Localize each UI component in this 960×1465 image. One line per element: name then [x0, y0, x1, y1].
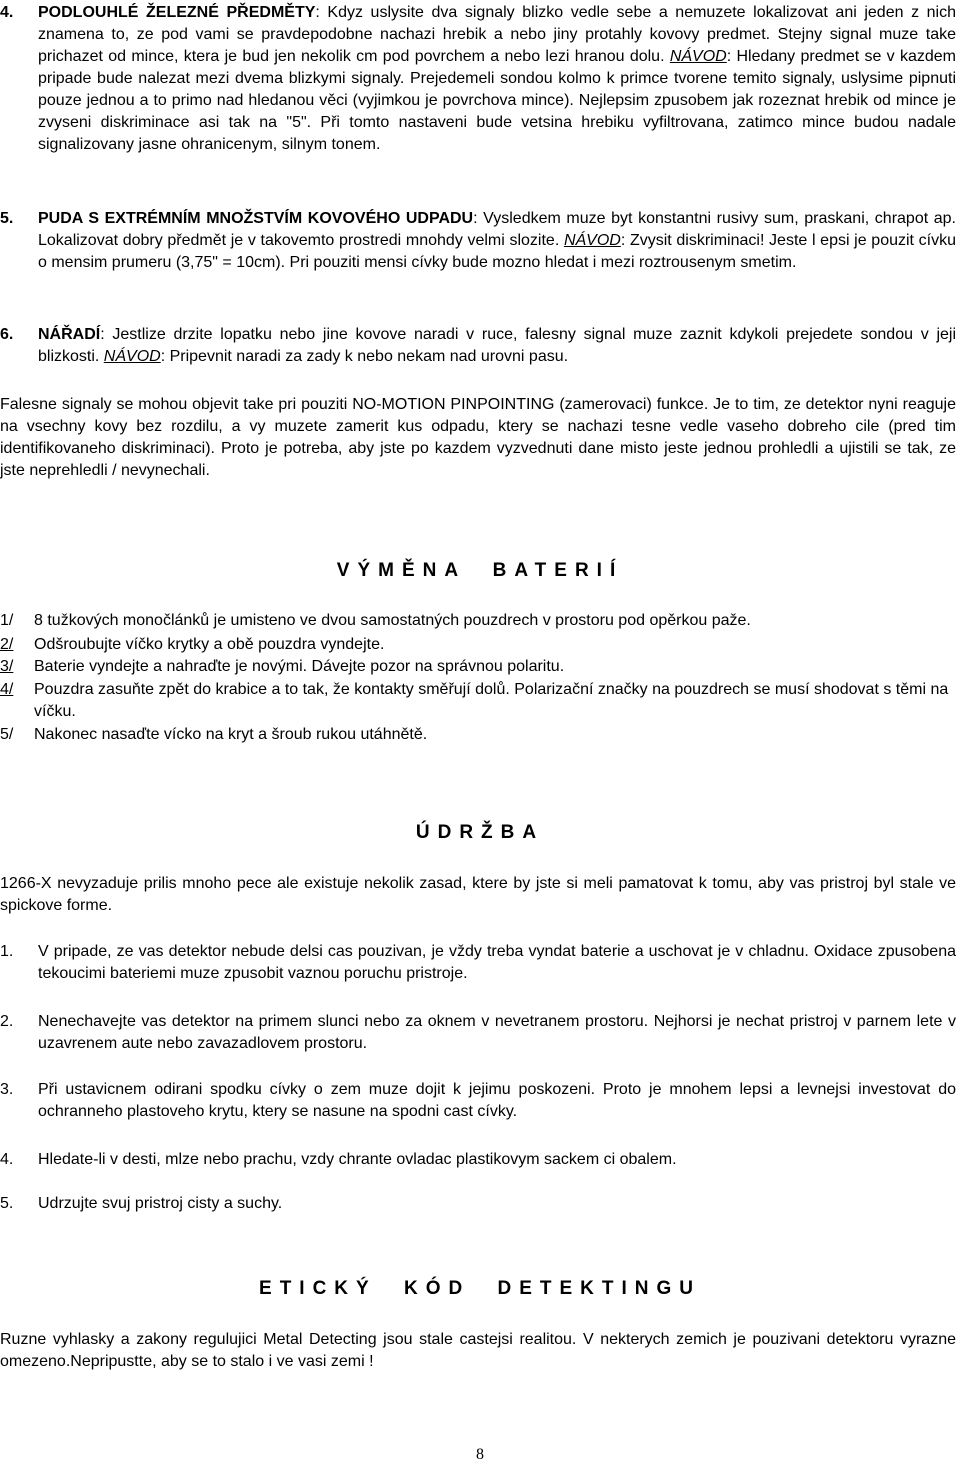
maintenance-item [0, 941, 956, 985]
section-4 [0, 2, 956, 156]
section-text: : Jestlize drzite lopatku nebo jine kovove naradi v ruce, falesny signal muze zaznit kdykoli prejedete sondou v jeji blizkosti. [38, 326, 956, 365]
item-text: V pripade, ze vas detektor nebude delsi cas pouzivan, je vždy treba vyndat baterie a uschovat je v chladnu. Oxidace zpusobena tekoucimi bateriemi muze zpusobit vaznou poruchu pristroje. [38, 943, 956, 982]
battery-step [0, 634, 956, 656]
item-text: Při ustavicnem odirani spodku cívky o zem muze dojit k jejimu poskozeni. Proto je mnohem lepsi a levnejsi investovat do ochranneho plastoveho krytu, ktery se nasune na spodni cast cívky. [38, 1081, 956, 1120]
section-text: : Vysledkem muze byt konstantni rusivy sum, praskani, chrapot ap. Lokalizovat dobry předmět je v takovemto prostredi mnohdy velmi slozite. [38, 210, 957, 249]
item-text: Hledate-li v desti, mlze nebo prachu, vzdy chrante ovladac plastikovym sackem ci obalem. [38, 1151, 677, 1168]
section-title: PUDA S EXTRÉMNÍM MNOŽSTVÍM KOVOVÉHO UDPADU [38, 210, 474, 227]
section-title: NÁŘADÍ [38, 326, 101, 343]
navod-label: NÁVOD [103, 348, 161, 365]
item-number: 1. [0, 943, 14, 960]
item-number: 5. [0, 1195, 14, 1212]
false-signals-paragraph: Falesne signaly se mohou objevit take pri pouziti NO-MOTION PINPOINTING (zamerovaci) funkce. Je to tim, ze detektor nyni reaguje na vsechny kovy bez rozdilu, a vy muzete zamerit kus odpadu, ktery se nachazi tesne vedle vaseho dobreho cile (pred tim identifikovaneho diskriminaci). Proto je potreba, aby jste po kazdem vyzvednuti dane misto jeste jednou prohledli a ujistili se tak, ze jste neprehledli / nevynechali. [0, 396, 956, 479]
item-number: 4. [0, 1151, 14, 1168]
item-text: Udrzujte svuj pristroj cisty a suchy. [38, 1195, 283, 1212]
page-number: 8 [476, 1446, 484, 1463]
battery-step [0, 724, 956, 746]
step-text: Nakonec nasaďte vícko na kryt a šroub rukou utáhnětě. [34, 726, 428, 743]
battery-heading: VÝMĚNA BATERIÍ [336, 560, 624, 581]
maintenance-item [0, 1079, 956, 1123]
section-text: : Pripevnit naradi za zady k nebo nekam nad urovni pasu. [160, 348, 569, 365]
section-title: PODLOUHLÉ ŽELEZNÉ PŘEDMĚTY [38, 4, 316, 21]
step-text: Pouzdra zasuňte zpět do krabice a to tak, že kontakty směřují dolů. Polarizační značky na pouzdrech se musí shodovat s těmi na víčku. [34, 681, 949, 720]
step-text: Odšroubujte víčko krytky a obě pouzdra vyndejte. [34, 636, 385, 653]
step-number: 1/ [0, 612, 14, 629]
item-number: 3. [0, 1081, 14, 1098]
section-5 [0, 208, 956, 274]
section-6 [0, 324, 956, 368]
step-number: 2/ [0, 636, 14, 653]
section-text: : Kdyz uslysite dva signaly blizko vedle sebe a nemuzete lokalizovat ani jeden z nich znamena to, ze pod vami se pravdepodobne nachazi hrebik a nebo jiny protahly kovovy predmet. Stejny signal muze take prichazet od mince, ktera je bud jen nekolik cm pod povrchem a nebo lezi hranou dolu. [38, 4, 956, 65]
item-text: Nenechavejte vas detektor na primem slunci nebo za oknem v nevetranem prostoru. Nejhorsi je nechat pristroj v parnem lete v uzavrenem aute nebo zavazadlovem prostoru. [38, 1013, 956, 1052]
navod-label: NÁVOD [563, 232, 621, 249]
maintenance-item [0, 1011, 956, 1055]
maintenance-intro: 1266-X nevyzaduje prilis mnoho pece ale existuje nekolik zasad, ktere by jste si meli pamatovat k tomu, aby vas pristroj byl stale ve spickove forme. [0, 875, 956, 914]
section-text: : Hledany predmet se v kazdem pripade bude nalezat mezi dvema blizkymi signaly. Prejedemeli sondou kolmo k primce tvorene temito signaly, uslysime pipnuti pouze jednou a to primo nad hledanou věci (vyjimkou je povrchova mince). Nejlepsim zpusobem jak rozeznat hrebik od mince je zvyseni diskriminace asi tak na "5". Při tomto nastaveni bude vetsina hrebiku vyfiltrovana, zatimco mince budou nadale signalizovany jasne ohranicenym, silnym tonem. [38, 48, 956, 153]
step-text: 8 tužkových monočlánků je umisteno ve dvou samostatných pouzdrech v prostoru pod opěrkou paže. [34, 612, 751, 629]
step-number: 4/ [0, 681, 14, 698]
battery-step [0, 656, 956, 678]
maintenance-item [0, 1149, 956, 1171]
section-text: : Zvysit diskriminaci! Jeste l epsi je pouzit cívku o mensim prumeru (3,75" = 10cm). Pri pouziti mensi cívky bude mozno hledat i mezi roztrousenym smetim. [38, 232, 956, 271]
section-number: 6. [0, 326, 14, 343]
navod-label: NÁVOD [669, 48, 727, 65]
step-number: 3/ [0, 658, 14, 675]
ethics-paragraph: Ruzne vyhlasky a zakony regulujici Metal Detecting jsou stale castejsi realitou. V nekterych zemich je pouzivani detektoru vyrazne omezeno.Nepripustte, aby se to stalo i ve vasi zemi ! [0, 1331, 956, 1370]
battery-step [0, 610, 956, 632]
maintenance-item [0, 1193, 956, 1215]
ethics-heading: ETICKÝ KÓD DETEKTINGU [259, 1278, 701, 1299]
step-number: 5/ [0, 726, 14, 743]
battery-step [0, 679, 956, 723]
section-number: 5. [0, 210, 14, 227]
section-number: 4. [0, 4, 14, 21]
maintenance-heading: ÚDRŽBA [415, 822, 545, 843]
step-text: Baterie vyndejte a nahraďte je novými. Dávejte pozor na správnou polaritu. [34, 658, 565, 675]
item-number: 2. [0, 1013, 14, 1030]
